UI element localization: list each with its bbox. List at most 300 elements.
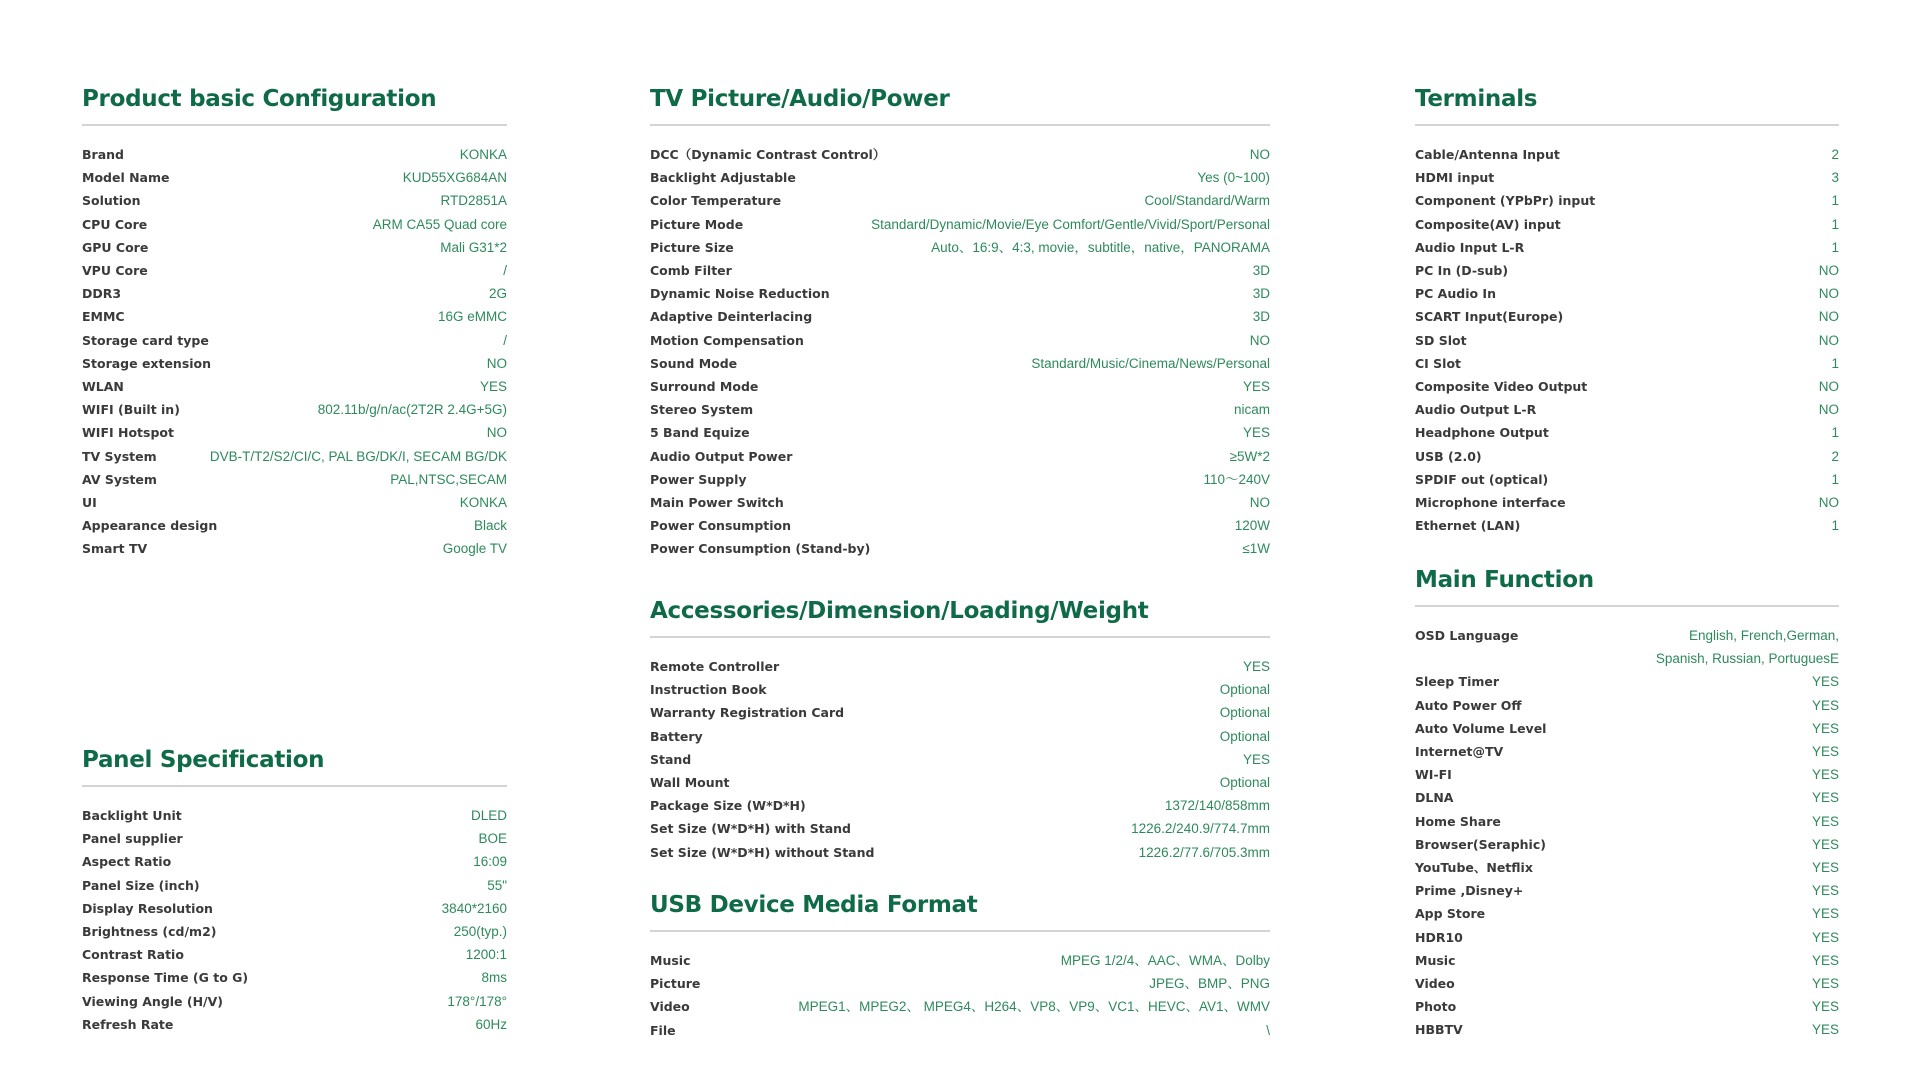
spec-value: Mali G31*2 xyxy=(440,239,507,255)
spec-value: NO xyxy=(1818,332,1839,348)
spec-row xyxy=(650,537,1270,560)
spec-label: Storage card type xyxy=(82,332,209,348)
spec-row xyxy=(1415,166,1839,189)
spec-row xyxy=(82,305,507,328)
spec-value: 3D xyxy=(1252,263,1270,279)
spec-value: BOE xyxy=(478,831,507,847)
spec-value: 1 xyxy=(1831,239,1839,255)
spec-row xyxy=(1415,879,1839,902)
spec-value: Black xyxy=(473,518,507,534)
spec-row xyxy=(1415,421,1839,444)
spec-value: 178°/178° xyxy=(447,993,507,1009)
spec-label: Ethernet (LAN) xyxy=(1415,518,1521,534)
spec-value: 802.11b/g/n/ac(2T2R 2.4G+5G) xyxy=(317,402,507,418)
spec-row xyxy=(82,920,507,943)
spec-row xyxy=(82,897,507,920)
spec-row xyxy=(1415,624,1839,670)
spec-value: Optional xyxy=(1219,775,1270,791)
spec-value: NO xyxy=(1249,147,1270,162)
spec-label: CI Slot xyxy=(1415,355,1462,371)
spec-row xyxy=(650,352,1270,375)
spec-label: Video xyxy=(1415,976,1455,992)
spec-value: 1 xyxy=(1831,216,1839,232)
spec-label: Video xyxy=(650,999,690,1015)
spec-label: Sleep Timer xyxy=(1415,674,1500,690)
spec-label: Picture xyxy=(650,976,701,992)
spec-row xyxy=(1415,445,1839,468)
spec-label: HBBTV xyxy=(1415,1022,1463,1038)
spec-value: RTD2851A xyxy=(440,193,507,209)
spec-label: Color Temperature xyxy=(650,193,782,209)
spec-value: YES xyxy=(1811,790,1839,806)
spec-label: Music xyxy=(650,953,691,968)
spec-label: Headphone Output xyxy=(1415,425,1549,441)
spec-label: Power Consumption (Stand-by) xyxy=(650,541,871,557)
spec-value: 2 xyxy=(1831,147,1839,162)
spec-value: NO xyxy=(1818,286,1839,302)
spec-value: English, French,German, Spanish, Russian, PortuguesE xyxy=(1655,628,1839,667)
spec-label: Adaptive Deinterlacing xyxy=(650,309,813,325)
spec-label: PC In (D-sub) xyxy=(1415,263,1509,279)
spec-value: 1 xyxy=(1831,355,1839,371)
spec-value: YES xyxy=(1811,999,1839,1015)
spec-value: NO xyxy=(1818,379,1839,395)
spec-value: 120W xyxy=(1234,518,1270,534)
spec-row xyxy=(1415,717,1839,740)
spec-row xyxy=(650,1019,1270,1042)
spec-row xyxy=(1415,259,1839,282)
spec-value: YES xyxy=(1811,906,1839,922)
spec-value: 1226.2/77.6/705.3mm xyxy=(1138,844,1270,860)
section-title: Main Function xyxy=(1415,567,1594,593)
spec-label: Picture Mode xyxy=(650,216,744,232)
spec-row xyxy=(82,398,507,421)
spec-value: NO xyxy=(1249,332,1270,348)
spec-label: PC Audio In xyxy=(1415,286,1496,302)
section-divider xyxy=(650,124,1270,126)
spec-row xyxy=(1415,833,1839,856)
spec-row xyxy=(650,655,1270,678)
spec-label: Microphone interface xyxy=(1415,495,1566,511)
spec-value: Yes (0~100) xyxy=(1197,170,1270,186)
spec-row xyxy=(82,827,507,850)
spec-label: Stereo System xyxy=(650,402,754,418)
spec-label: Main Power Switch xyxy=(650,495,784,511)
spec-row xyxy=(82,966,507,989)
spec-row xyxy=(1415,352,1839,375)
spec-row xyxy=(1415,468,1839,491)
spec-value: Cool/Standard/Warm xyxy=(1144,193,1270,209)
spec-row xyxy=(650,972,1270,995)
spec-value: YES xyxy=(1242,379,1270,395)
spec-row xyxy=(1415,236,1839,259)
section-panel-specification xyxy=(82,745,507,1036)
spec-label: Prime ,Disney+ xyxy=(1415,883,1524,899)
spec-value: KUD55XG684AN xyxy=(402,170,507,186)
spec-label: Surround Mode xyxy=(650,379,759,395)
spec-label: Set Size (W*D*H) without Stand xyxy=(650,844,875,860)
spec-value: YES xyxy=(1811,813,1839,829)
spec-value: 55" xyxy=(487,877,507,893)
spec-label: CPU Core xyxy=(82,216,148,232)
spec-value: ≤1W xyxy=(1242,541,1270,557)
spec-label: Music xyxy=(1415,952,1456,968)
section-main-function xyxy=(1415,565,1839,1042)
spec-value: NO xyxy=(1818,402,1839,418)
spec-row xyxy=(1415,856,1839,879)
spec-row xyxy=(650,748,1270,771)
spec-row xyxy=(82,990,507,1013)
spec-row xyxy=(1415,282,1839,305)
spec-row xyxy=(650,514,1270,537)
spec-label: File xyxy=(650,1022,676,1038)
spec-value: JPEG、BMP、PNG xyxy=(1149,976,1270,992)
spec-row xyxy=(650,995,1270,1018)
spec-row xyxy=(1415,763,1839,786)
spec-value: 2 xyxy=(1831,448,1839,464)
spec-row xyxy=(650,375,1270,398)
spec-value: 3840*2160 xyxy=(441,900,507,916)
spec-row xyxy=(1415,670,1839,693)
spec-row xyxy=(650,701,1270,724)
spec-row xyxy=(1415,740,1839,763)
spec-label: DCC（Dynamic Contrast Control） xyxy=(650,147,886,162)
spec-value: 8ms xyxy=(481,970,507,986)
spec-row xyxy=(82,468,507,491)
spec-label: Audio Output Power xyxy=(650,448,793,464)
spec-row xyxy=(1415,1018,1839,1041)
spec-label: Photo xyxy=(1415,999,1457,1015)
spec-value: Standard/Dynamic/Movie/Eye Comfort/Gentle/Vivid/Sport/Personal xyxy=(871,216,1270,232)
spec-label: Backlight Adjustable xyxy=(650,170,796,186)
spec-list xyxy=(1415,143,1839,537)
spec-value: NO xyxy=(1818,495,1839,511)
spec-value: NO xyxy=(486,355,507,371)
spec-label: Cable/Antenna Input xyxy=(1415,147,1560,162)
spec-label: OSD Language xyxy=(1415,628,1519,643)
spec-row xyxy=(1415,189,1839,212)
spec-value: YES xyxy=(1811,767,1839,783)
spec-label: Brand xyxy=(82,147,124,162)
spec-row xyxy=(650,491,1270,514)
spec-row xyxy=(82,850,507,873)
section-usb-device-media-format xyxy=(650,890,1270,1042)
spec-row xyxy=(650,794,1270,817)
spec-row xyxy=(1415,902,1839,925)
section-title: Panel Specification xyxy=(82,747,325,773)
spec-row xyxy=(650,445,1270,468)
spec-value: 3 xyxy=(1831,170,1839,186)
spec-value: Optional xyxy=(1219,682,1270,698)
spec-row xyxy=(650,725,1270,748)
spec-row xyxy=(650,841,1270,864)
spec-label: SCART Input(Europe) xyxy=(1415,309,1564,325)
spec-label: Set Size (W*D*H) with Stand xyxy=(650,821,851,837)
spec-label: Battery xyxy=(650,728,703,744)
spec-label: Home Share xyxy=(1415,813,1501,829)
spec-row xyxy=(1415,491,1839,514)
section-divider xyxy=(650,930,1270,932)
spec-label: Backlight Unit xyxy=(82,808,182,823)
section-divider xyxy=(1415,124,1839,126)
spec-row xyxy=(650,678,1270,701)
spec-value: Standard/Music/Cinema/News/Personal xyxy=(1031,355,1270,371)
spec-label: 5 Band Equize xyxy=(650,425,750,441)
spec-value: \ xyxy=(1266,1022,1270,1038)
spec-value: YES xyxy=(1811,674,1839,690)
section-tv-picture-audio-power xyxy=(650,84,1270,561)
spec-row xyxy=(82,421,507,444)
spec-row xyxy=(1415,694,1839,717)
spec-value: YES xyxy=(1811,836,1839,852)
spec-value: NO xyxy=(486,425,507,441)
section-title: USB Device Media Format xyxy=(650,892,978,918)
spec-label: Auto Power Off xyxy=(1415,697,1522,713)
spec-row xyxy=(1415,949,1839,972)
spec-label: Package Size (W*D*H) xyxy=(650,798,806,814)
spec-value: MPEG1、MPEG2、 MPEG4、H264、VP8、VP9、VC1、HEVC、AV1、WMV xyxy=(798,999,1270,1015)
spec-value: YES xyxy=(1811,952,1839,968)
spec-value: YES xyxy=(1811,697,1839,713)
spec-row xyxy=(650,282,1270,305)
spec-value: 3D xyxy=(1252,286,1270,302)
spec-value: 1372/140/858mm xyxy=(1164,798,1270,814)
spec-label: UI xyxy=(82,495,97,511)
spec-value: nicam xyxy=(1233,402,1270,418)
spec-list xyxy=(650,949,1270,1042)
spec-label: Internet@TV xyxy=(1415,744,1504,760)
spec-value: NO xyxy=(1249,495,1270,511)
spec-list xyxy=(650,143,1270,561)
spec-label: AV System xyxy=(82,471,157,487)
spec-label: Composite Video Output xyxy=(1415,379,1588,395)
spec-label: Audio Output L-R xyxy=(1415,402,1537,418)
spec-value: / xyxy=(503,263,507,279)
spec-label: Audio Input L-R xyxy=(1415,239,1525,255)
spec-label: Power Supply xyxy=(650,471,747,487)
section-title: Terminals xyxy=(1415,86,1538,112)
spec-label: Aspect Ratio xyxy=(82,854,172,870)
spec-row xyxy=(82,491,507,514)
spec-value: KONKA xyxy=(459,147,507,162)
section-terminals xyxy=(1415,84,1839,537)
spec-label: Viewing Angle (H/V) xyxy=(82,993,224,1009)
spec-value: YES xyxy=(1811,720,1839,736)
spec-row xyxy=(82,1013,507,1036)
spec-value: / xyxy=(503,332,507,348)
spec-row xyxy=(82,236,507,259)
spec-value: ARM CA55 Quad core xyxy=(372,216,507,232)
spec-list xyxy=(82,804,507,1036)
spec-row xyxy=(82,514,507,537)
spec-value: PAL,NTSC,SECAM xyxy=(390,471,507,487)
spec-value: Optional xyxy=(1219,728,1270,744)
spec-value: 1 xyxy=(1831,425,1839,441)
spec-value: Google TV xyxy=(442,541,507,557)
spec-label: Appearance design xyxy=(82,518,218,534)
spec-label: Display Resolution xyxy=(82,900,213,916)
spec-value: KONKA xyxy=(459,495,507,511)
spec-value: YES xyxy=(1811,976,1839,992)
spec-row xyxy=(82,352,507,375)
spec-row xyxy=(1415,972,1839,995)
spec-row xyxy=(1415,329,1839,352)
spec-list xyxy=(1415,624,1839,1042)
spec-label: Sound Mode xyxy=(650,355,738,371)
spec-label: Panel Size (inch) xyxy=(82,877,200,893)
spec-label: DDR3 xyxy=(82,286,122,302)
spec-label: Model Name xyxy=(82,170,170,186)
spec-label: SPDIF out (optical) xyxy=(1415,471,1549,487)
spec-row xyxy=(650,421,1270,444)
spec-value: YES xyxy=(1811,860,1839,876)
spec-label: App Store xyxy=(1415,906,1486,922)
spec-value: YES xyxy=(1811,929,1839,945)
spec-list xyxy=(82,143,507,561)
spec-row xyxy=(650,949,1270,972)
spec-list xyxy=(650,655,1270,864)
spec-value: 1200:1 xyxy=(465,947,507,963)
section-divider xyxy=(650,636,1270,638)
spec-row xyxy=(650,166,1270,189)
spec-row xyxy=(82,537,507,560)
spec-value: DLED xyxy=(470,808,507,823)
spec-row xyxy=(650,329,1270,352)
spec-value: YES xyxy=(1811,883,1839,899)
spec-label: Refresh Rate xyxy=(82,1016,174,1032)
section-title: Accessories/Dimension/Loading/Weight xyxy=(650,598,1149,624)
spec-value: YES xyxy=(1242,425,1270,441)
spec-label: Storage extension xyxy=(82,355,212,371)
spec-value: MPEG 1/2/4、AAC、WMA、Dolby xyxy=(1060,953,1270,968)
spec-label: EMMC xyxy=(82,309,125,325)
spec-label: WIFI (Built in) xyxy=(82,402,180,418)
spec-value: 2G xyxy=(488,286,507,302)
spec-label: Instruction Book xyxy=(650,682,767,698)
spec-row xyxy=(82,804,507,827)
spec-value: YES xyxy=(1811,744,1839,760)
spec-value: NO xyxy=(1818,309,1839,325)
spec-label: YouTube、Netflix xyxy=(1415,860,1533,876)
spec-row xyxy=(1415,926,1839,949)
spec-value: 16:09 xyxy=(473,854,507,870)
spec-row xyxy=(650,213,1270,236)
spec-row xyxy=(650,398,1270,421)
spec-row xyxy=(650,468,1270,491)
spec-row xyxy=(1415,398,1839,421)
spec-value: YES xyxy=(1242,751,1270,767)
spec-value: YES xyxy=(1811,1022,1839,1038)
spec-label: WIFI Hotspot xyxy=(82,425,174,441)
spec-label: Remote Controller xyxy=(650,659,780,674)
spec-label: Contrast Ratio xyxy=(82,947,184,963)
spec-label: WI-FI xyxy=(1415,767,1452,783)
spec-row xyxy=(82,943,507,966)
section-divider xyxy=(1415,605,1839,607)
spec-label: HDMI input xyxy=(1415,170,1495,186)
spec-label: Browser(Seraphic) xyxy=(1415,836,1546,852)
spec-label: Power Consumption xyxy=(650,518,792,534)
spec-label: Auto Volume Level xyxy=(1415,720,1547,736)
spec-label: DLNA xyxy=(1415,790,1454,806)
spec-row xyxy=(650,236,1270,259)
spec-row xyxy=(82,874,507,897)
spec-label: Motion Compensation xyxy=(650,332,804,348)
spec-value: YES xyxy=(479,379,507,395)
section-accessories-dimension xyxy=(650,596,1270,864)
spec-label: Component (YPbPr) input xyxy=(1415,193,1596,209)
spec-row xyxy=(82,189,507,212)
spec-value: Optional xyxy=(1219,705,1270,721)
section-title: Product basic Configuration xyxy=(82,86,437,112)
spec-label: GPU Core xyxy=(82,239,149,255)
spec-row xyxy=(1415,514,1839,537)
spec-row xyxy=(650,259,1270,282)
spec-value: 110～240V xyxy=(1203,471,1270,487)
spec-label: Brightness (cd/m2) xyxy=(82,924,217,940)
spec-value: 1 xyxy=(1831,193,1839,209)
spec-row xyxy=(1415,810,1839,833)
spec-row xyxy=(1415,786,1839,809)
spec-row xyxy=(650,305,1270,328)
spec-label: Smart TV xyxy=(82,541,148,557)
spec-value: NO xyxy=(1818,263,1839,279)
spec-row xyxy=(650,143,1270,166)
spec-row xyxy=(82,259,507,282)
spec-value: Auto、16:9、4:3, movie，subtitle，native，PANORAMA xyxy=(931,239,1270,255)
spec-label: TV System xyxy=(82,448,157,464)
spec-label: Wall Mount xyxy=(650,775,730,791)
spec-value: 1 xyxy=(1831,518,1839,534)
spec-row xyxy=(1415,143,1839,166)
spec-row xyxy=(1415,995,1839,1018)
spec-label: Stand xyxy=(650,751,692,767)
spec-row xyxy=(650,817,1270,840)
spec-label: Picture Size xyxy=(650,239,734,255)
section-title: TV Picture/Audio/Power xyxy=(650,86,950,112)
spec-value: YES xyxy=(1242,659,1270,674)
spec-label: Composite(AV) input xyxy=(1415,216,1561,232)
spec-label: Response Time (G to G) xyxy=(82,970,249,986)
section-product-basic-configuration xyxy=(82,84,507,561)
spec-value: 1 xyxy=(1831,471,1839,487)
spec-value: 3D xyxy=(1252,309,1270,325)
spec-value: 60Hz xyxy=(475,1016,507,1032)
spec-label: Panel supplier xyxy=(82,831,183,847)
spec-value: DVB-T/T2/S2/CI/C, PAL BG/DK/I, SECAM BG/DK xyxy=(209,448,507,464)
spec-value: ≥5W*2 xyxy=(1229,448,1270,464)
spec-row xyxy=(82,329,507,352)
spec-row xyxy=(650,771,1270,794)
spec-row xyxy=(1415,213,1839,236)
spec-row xyxy=(82,143,507,166)
spec-row xyxy=(82,445,507,468)
section-divider xyxy=(82,785,507,787)
spec-label: Solution xyxy=(82,193,141,209)
spec-label: USB (2.0) xyxy=(1415,448,1482,464)
spec-row xyxy=(82,375,507,398)
spec-label: SD Slot xyxy=(1415,332,1467,348)
spec-value: 16G eMMC xyxy=(437,309,507,325)
spec-label: Warranty Registration Card xyxy=(650,705,845,721)
spec-row xyxy=(82,166,507,189)
spec-label: VPU Core xyxy=(82,263,148,279)
spec-label: HDR10 xyxy=(1415,929,1463,945)
spec-label: Comb Filter xyxy=(650,263,732,279)
spec-value: 250(typ.) xyxy=(453,924,507,940)
spec-label: WLAN xyxy=(82,379,124,395)
spec-label: Dynamic Noise Reduction xyxy=(650,286,830,302)
